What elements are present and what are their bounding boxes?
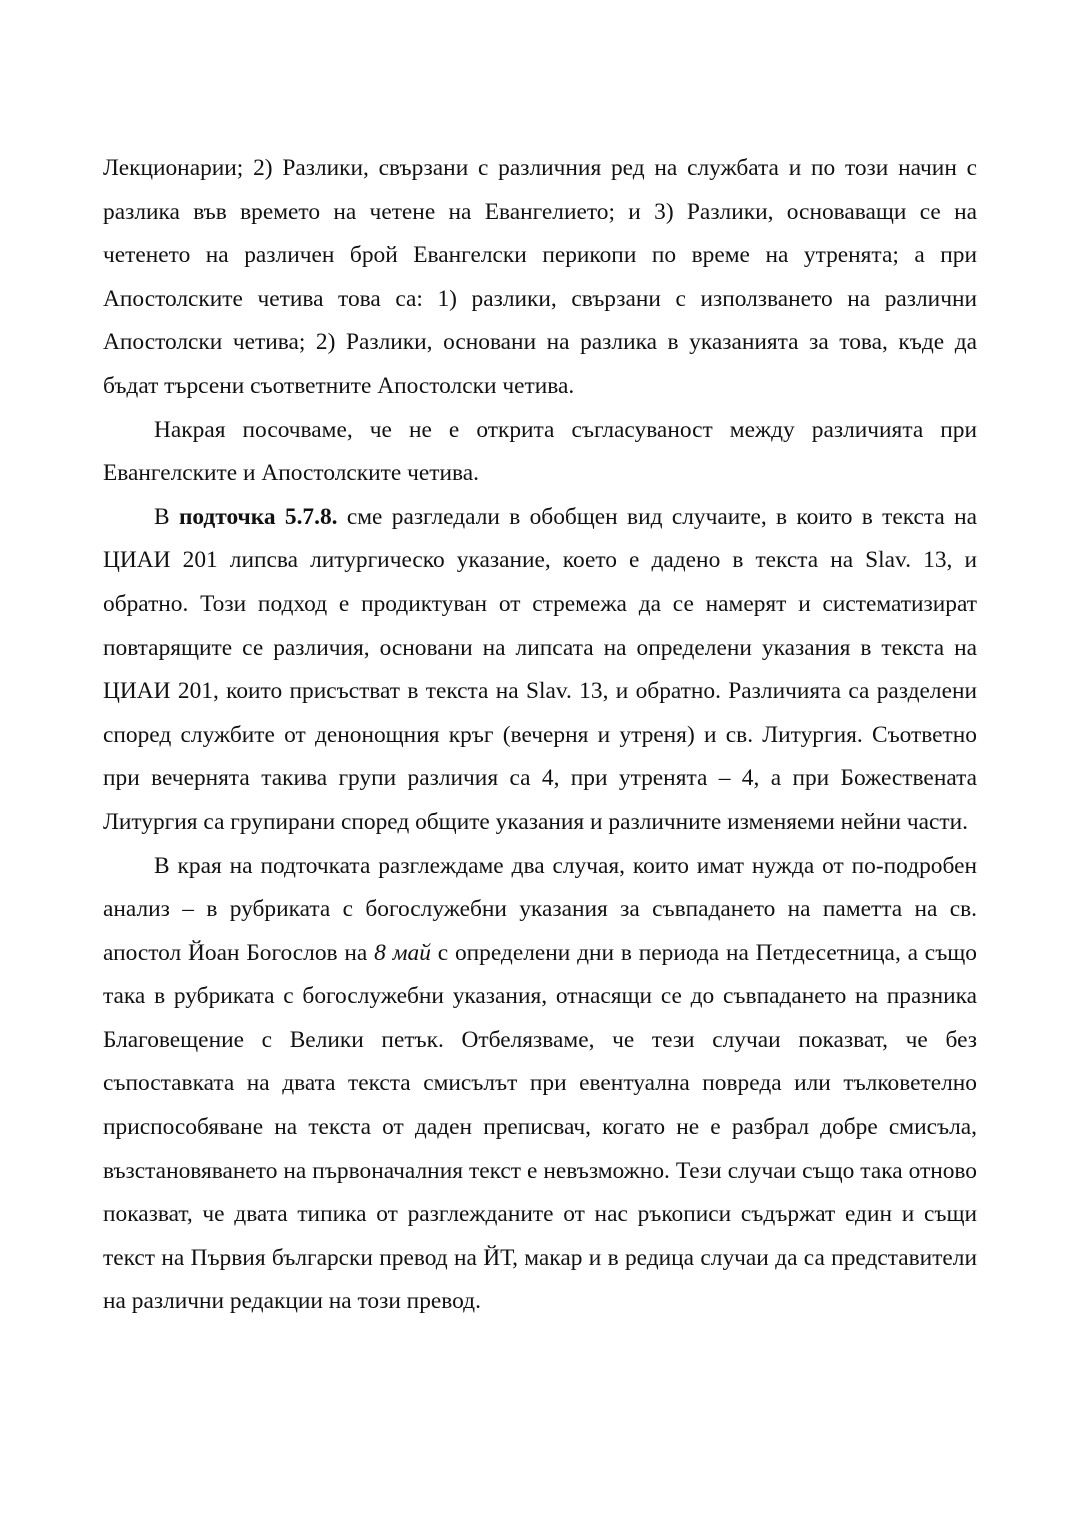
document-page	[103, 147, 977, 1324]
paragraph-3-start: В	[154, 503, 179, 530]
paragraph-3	[103, 496, 977, 845]
paragraph-4-rest: с определени дни в периода на Петдесетница, а също така в рубриката с богослужебни указания, отнасящи се до съвпадането на празника Благовещение с Велики петък. Отбелязваме, че тези случаи показват, че без съпоставката на двата текста смисълът при евентуална повреда или тълковетелно приспособяване на текста от даден преписвач, когато не е разбрал добре смисъла, възстановяването на първоначалния текст е невъзможно. Тези случаи също така отново показват, че двата типика от разглежданите от нас ръкописи съдържат един и същи текст на Първия български превод на ЙТ, макар и в редица случаи да са представители на различни редакции на този превод.	[103, 939, 977, 1315]
paragraph-4-start: В края на подточката разглеждаме два случая, които имат нужда от по-подробен анализ – в рубриката с богослужебни указания за съвпадането на паметта на св. апостол Йоан Богослов на	[103, 852, 977, 966]
paragraph-3-rest: сме разгледали в обобщен вид случаите, в които в текста на ЦИАИ 201 липсва литургическо указание, което е дадено в текста на Slav. 13, и обратно. Този подход е продиктуван от стремежа да се намерят и систематизират повтарящите се различия, основани на липсата на определени указания в текста на ЦИАИ 201, които присъстват в текста на Slav. 13, и обратно. Различията са разделени според службите от денонощния кръг (вечерня и утреня) и св. Литургия. Съответно при вечернята такива групи различия са 4, при утренята – 4, а при Божествената Литургия са групирани според общите указания и различните изменяеми нейни части.	[103, 503, 977, 835]
date-reference: 8 май	[374, 939, 431, 966]
paragraph-1: Лекционарии; 2) Разлики, свързани с различния ред на службата и по този начин с разлика във времето на четене на Евангелието; и 3) Разлики, основаващи се на четенето на различен брой Евангелски перикопи по време на утренята; а при Апостолските четива това са: 1) разлики, свързани с използването на различни Апостолски четива; 2) Разлики, основани на разлика в указанията за това, къде да бъдат търсени съответните Апостолски четива.	[103, 155, 977, 399]
subsection-reference: подточка 5.7.8.	[178, 503, 338, 530]
paragraph-2: Накрая посочваме, че не е открита съгласуваност между различията при Евангелските и Апостолските четива.	[103, 416, 977, 487]
paragraph-4	[103, 845, 977, 1325]
